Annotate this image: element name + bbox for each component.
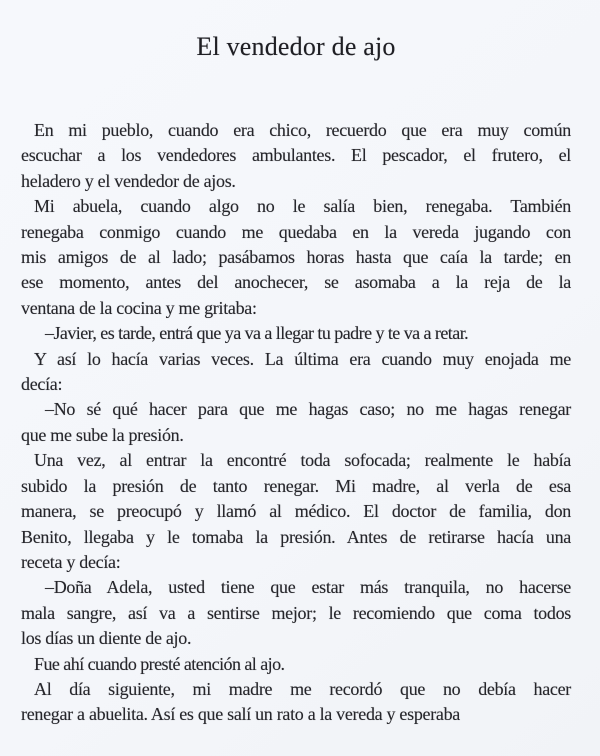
text-line: escuchar a los vendedores ambulantes. El pescador, el frutero, el <box>21 145 571 166</box>
text-line: Fue ahí cuando presté atención al ajo. <box>34 653 285 674</box>
paragraph <box>21 448 571 575</box>
text-line: decía: <box>21 374 63 395</box>
text-line: –Javier, es tarde, entrá que ya va a llegar tu padre y te va a retar. <box>45 323 469 344</box>
text-line: heladero y el vendedor de ajos. <box>21 170 236 191</box>
text-line: mala sangre, así va a sentirse mejor; le recomiendo que coma todos <box>21 602 571 623</box>
story-text <box>21 118 571 728</box>
text-line: –No sé qué hacer para que me hagas caso; no me hagas renegar <box>45 399 571 420</box>
text-line: ventana de la cocina y me gritaba: <box>21 297 257 318</box>
text-line: renegaba conmigo cuando me quedaba en la vereda jugando con <box>21 221 571 242</box>
text-line: los días un diente de ajo. <box>21 628 192 649</box>
text-line: Mi abuela, cuando algo no le salía bien, renegaba. También <box>34 196 571 217</box>
text-line: Al día siguiente, mi madre me recordó que no debía hacer <box>34 678 571 699</box>
text-line: que me sube la presión. <box>21 424 184 445</box>
dialogue-paragraph <box>21 321 571 346</box>
dialogue-paragraph <box>21 575 571 651</box>
text-line: manera, se preocupó y llamó al médico. El doctor de familia, don <box>21 501 571 522</box>
text-line: renegar a abuelita. Así es que salí un rato a la vereda y esperaba <box>21 704 460 725</box>
paragraph <box>21 347 571 398</box>
page-title: El vendedor de ajo <box>196 32 396 61</box>
paragraph <box>21 677 571 728</box>
paragraph <box>21 652 571 677</box>
text-line: Y así lo hacía varias veces. La última era cuando muy enojada me <box>34 348 571 369</box>
text-line: –Doña Adela, usted tiene que estar más tranquila, no hacerse <box>45 577 571 598</box>
text-line: subido la presión de tanto renegar. Mi madre, al verla de esa <box>21 475 571 496</box>
text-line: Una vez, al entrar la encontré toda sofocada; realmente le había <box>34 450 571 471</box>
text-line: Benito, llegaba y le tomaba la presión. Antes de retirarse hacía una <box>21 526 571 547</box>
paragraph <box>21 194 571 321</box>
text-line: receta y decía: <box>21 551 121 572</box>
dialogue-paragraph <box>21 397 571 448</box>
text-line: ese momento, antes del anochecer, se asomaba a la reja de la <box>21 272 571 293</box>
text-line: mis amigos de al lado; pasábamos horas hasta que caía la tarde; en <box>21 247 571 268</box>
text-line: En mi pueblo, cuando era chico, recuerdo que era muy común <box>34 120 571 140</box>
paragraph <box>21 118 571 194</box>
